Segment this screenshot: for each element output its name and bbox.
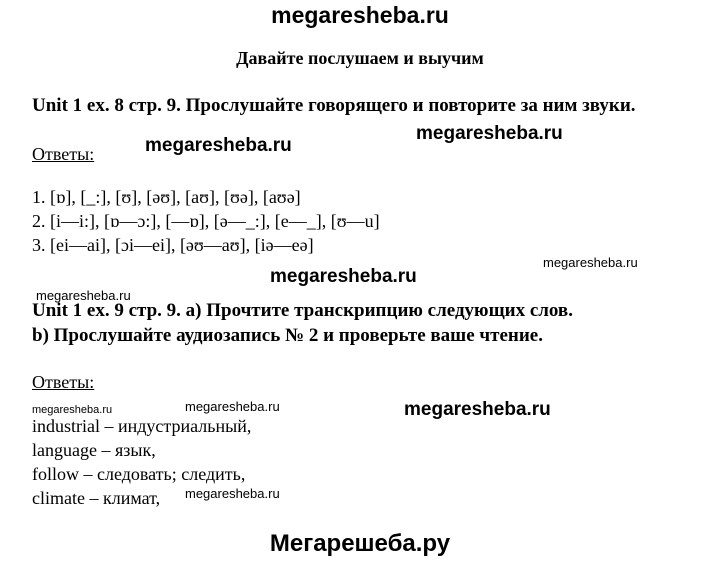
task2-line-4: climate – климат, (32, 488, 161, 508)
watermark: megaresheba.ru (404, 399, 551, 420)
task2-line-1: industrial – индустриальный, (32, 416, 252, 436)
task2-heading-b: b) Прослушайте аудиозапись № 2 и проверьте ваше чтение. (32, 325, 543, 346)
task2-heading-a: Unit 1 ex. 9 стр. 9. a) Прочтите транскрипцию следующих слов. (32, 300, 573, 321)
header-site-name: megaresheba.ru (271, 2, 449, 28)
watermark: megaresheba.ru (32, 404, 113, 416)
watermark: megaresheba.ru (270, 266, 417, 287)
watermark: megaresheba.ru (543, 255, 638, 270)
task1-answers-label: Ответы: (32, 144, 95, 164)
task1-line-1: 1. [ɒ], [_:], [ʊ], [əʊ], [aʊ], [ʊə], [aʊə] (32, 187, 301, 207)
task1-heading: Unit 1 ex. 8 стр. 9. Прослушайте говорящего и повторите за ним звуки. (32, 95, 636, 116)
page-title: Давайте послушаем и выучим (236, 48, 484, 68)
task2-line-2: language – язык, (32, 440, 156, 460)
watermark: megaresheba.ru (185, 486, 280, 501)
watermark: megaresheba.ru (185, 399, 280, 414)
watermark: megaresheba.ru (416, 123, 563, 144)
footer-site-name: Мегарешеба.ру (269, 530, 451, 557)
watermark: megaresheba.ru (145, 135, 292, 156)
task2-line-3: follow – следовать; следить, (32, 464, 246, 484)
watermark: megaresheba.ru (36, 288, 131, 303)
task1-line-3: 3. [ei—ai], [ɔi—ei], [əʊ—aʊ], [iə—eə] (32, 235, 314, 255)
task2-answers-label: Ответы: (32, 372, 95, 392)
task1-line-2: 2. [i—i:], [ɒ—ɔ:], [—ɒ], [ə—_:], [e—_], [ʊ—u] (32, 211, 380, 231)
